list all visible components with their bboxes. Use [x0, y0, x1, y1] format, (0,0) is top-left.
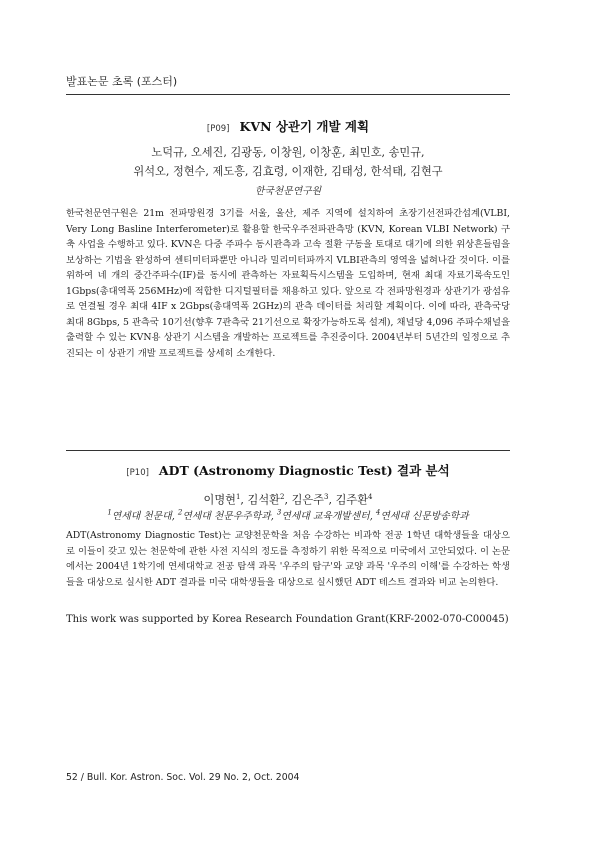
- affiliation-p09: 한국천문연구원: [254, 186, 322, 197]
- author-sup: 2: [279, 493, 285, 501]
- affil-sup: 1: [107, 508, 112, 517]
- author-name: 김은주: [291, 493, 324, 507]
- affil-name: 연세대 신문방송학과: [380, 511, 469, 522]
- author-sup: 3: [323, 493, 329, 501]
- author-sup: 1: [235, 493, 241, 501]
- header-rule: [66, 94, 510, 95]
- section-header: 발표논문 초록 (포스터): [66, 75, 178, 88]
- author-sup: 4: [368, 493, 373, 501]
- abstract-title-p09: [66, 117, 510, 135]
- acknowledgement: This work was supported by Korea Research Foundation Grant(KRF-2002-070-C00045): [66, 614, 509, 625]
- abstract-code: [P10]: [126, 468, 149, 478]
- affil-sup: 2: [177, 508, 183, 517]
- author-list-p09: [66, 143, 510, 181]
- section-divider: [66, 450, 510, 451]
- author-name: 김주환: [335, 493, 368, 507]
- affil-name: 연세대 천문우주학과: [182, 511, 271, 522]
- abstract-body-p09: 한국천문연구원은 21m 전파망원경 3기를 서울, 울산, 제주 지역에 설치하여 초장기선전파간섭계(VLBI, Very Long Basline Interferometer)로 활용할 한국우주전파관측망 (KVN, Korean VLBI Network) 구축 사업을 수행하고 있다. KVN은 다중 주파수 동시관측과 고속 절환 구동을 토대로 대기에 의한 위상흔들림을 보상하는 기법을 완성하여 센티미터파뿐만 아니라 밀리미터파까지 VLBI관측의 영역을 넓혀나갈 것이다. 이를 위하여 네 개의 중간주파수(IF)를 동시에 관측하는 자료획득시스템을 도입하며, 현재 최대 자료기록속도인 1Gbps(총대역폭 256MHz)에 적합한 디지털필터를 채용하고 있다. 앞으로 각 전파망원경과 상관기가 광섬유로 연결될 경우 최대 4IF x 2Gbps(총대역폭 2GHz)의 관측 데이터를 처리할 계획이다. 이에 따라, 관측국당 최대 8Gbps, 5 관측국 10기선(향후 7관측국 21기선으로 확장가능하도록 설계), 채널당 4,096 주파수채널을 출력할 수 있는 KVN용 상관기 시스템을 개발하는 프로젝트를 추진중이다. 2004년부터 5년간의 일정으로 추진되는 이 상관기 개발 프로젝트를 상세히 소개한다.: [66, 208, 510, 359]
- abstract-title-text: KVN 상관기 개발 계획: [239, 119, 370, 134]
- author-name: 이명현: [203, 493, 236, 507]
- author-line: 위석오, 정현수, 제도흥, 김효령, 이재한, 김태성, 한석태, 김현구: [133, 165, 443, 178]
- affil-name: 연세대 교육개발센터: [281, 511, 370, 522]
- affiliation-list-p10: $^1$연세대 천문대, $^2$연세대 천문우주학과, $^3$연세대 교육개발센터, $^4$연세대 신문방송학과: [107, 508, 469, 522]
- author-list-p10: 이명현$^1$, 김석환$^2$, 김은주$^3$, 김주환$^4$: [203, 493, 373, 507]
- affil-sup: 3: [276, 508, 282, 517]
- abstract-title-p10: [66, 461, 510, 479]
- abstract-code: [P09]: [206, 124, 230, 134]
- author-line: 노덕규, 오세진, 김광동, 이창원, 이창훈, 최민호, 송민규,: [151, 146, 425, 159]
- page-footer: 52 / Bull. Kor. Astron. Soc. Vol. 29 No. 2, Oct. 2004: [66, 772, 300, 783]
- abstract-title-text: ADT (Astronomy Diagnostic Test) 결과 분석: [158, 463, 450, 478]
- abstract-body-p10: ADT(Astronomy Diagnostic Test)는 교양천문학을 처음 수강하는 비과학 전공 1학년 대학생들을 대상으로 이들이 갖고 있는 천문학에 관한 사전 지식의 정도를 측정하기 위한 목적으로 미국에서 고안되었다. 이 논문에서는 2004년 1학기에 연세대학교 전공 탐색 과목 '우주의 탐구'와 교양 과목 '우주의 이해'를 수강하는 학생들을 대상으로 실시한 ADT 결과를 미국 대학생들을 대상으로 실시했던 ADT 테스트 결과와 비교 논의한다.: [66, 530, 510, 588]
- author-name: 김석환: [247, 493, 280, 507]
- affil-sup: 4: [375, 508, 381, 517]
- affil-name: 연세대 천문대: [111, 511, 172, 522]
